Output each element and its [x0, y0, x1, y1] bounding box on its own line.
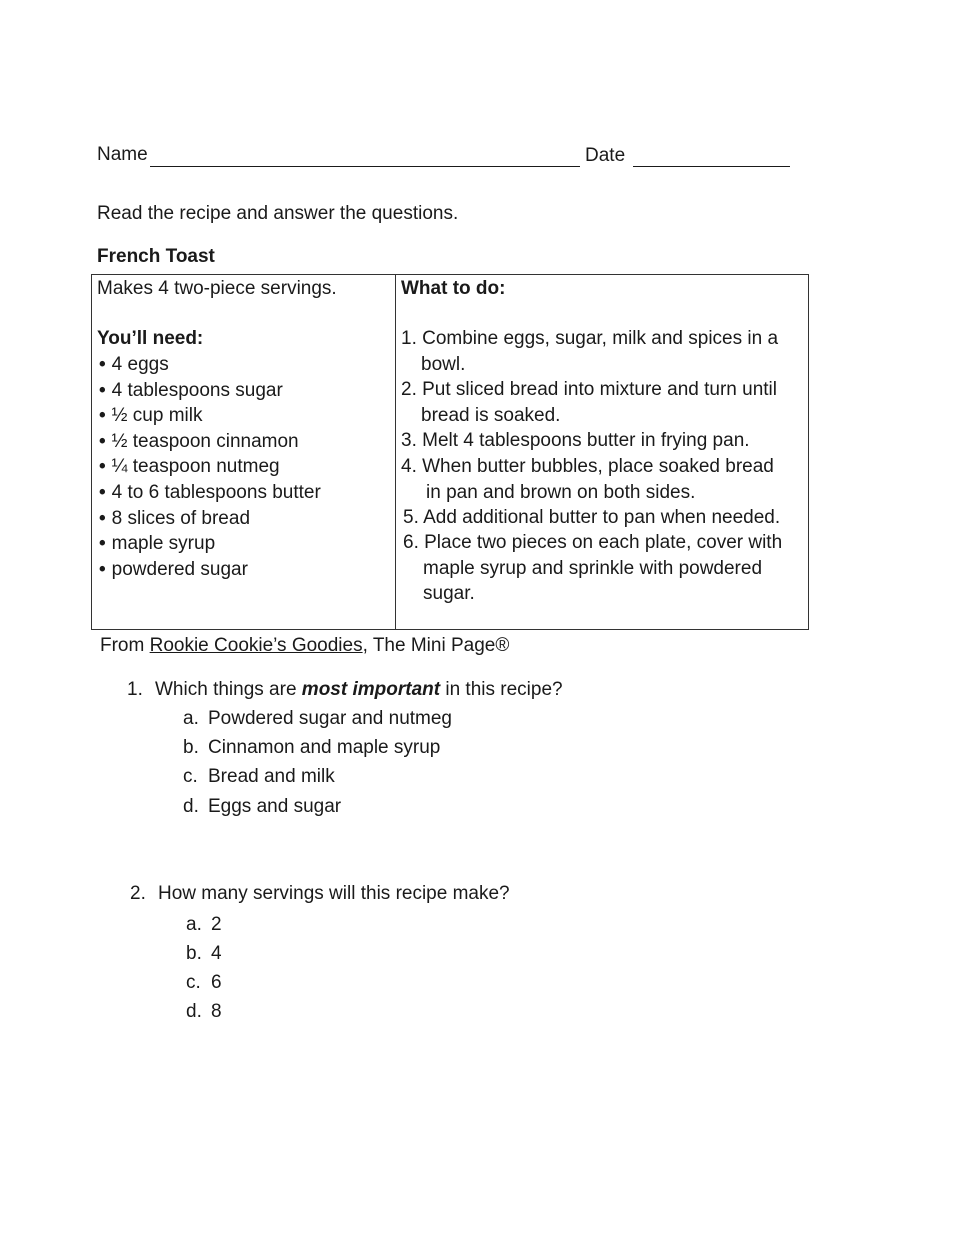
ingredient-item: • powdered sugar	[99, 557, 321, 583]
choice-text: 4	[211, 943, 222, 964]
choice-text: 2	[211, 914, 222, 935]
choice-text: Eggs and sugar	[208, 796, 342, 817]
step-6-line-1: 6. Place two pieces on each plate, cover with	[403, 532, 783, 553]
ingredient-item: • maple syrup	[99, 531, 321, 557]
choice-text: Cinnamon and maple syrup	[208, 737, 441, 758]
question-1-choice-c[interactable]	[183, 766, 335, 788]
name-field[interactable]	[150, 166, 580, 167]
recipe-title: French Toast	[97, 246, 215, 267]
step-6-line-2: maple syrup and sprinkle with powdered	[423, 557, 763, 579]
choice-letter: d.	[183, 796, 199, 817]
ingredient-item: • ½ cup milk	[99, 403, 321, 429]
question-1-text-after: in this recipe?	[440, 679, 563, 700]
ingredient-item: • 4 tablespoons sugar	[99, 378, 321, 404]
step-1-line-2: bowl.	[421, 353, 466, 375]
choice-letter: d.	[186, 1001, 202, 1022]
choice-letter: c.	[183, 766, 198, 787]
question-1-choice-b[interactable]	[183, 737, 440, 759]
ingredients-list	[99, 352, 321, 582]
question-1	[127, 679, 563, 701]
question-1-emphasis: most important	[301, 679, 441, 700]
question-2-choice-a[interactable]	[186, 914, 222, 936]
ingredient-item: • 4 eggs	[99, 352, 321, 378]
question-1-choice-d[interactable]	[183, 796, 341, 818]
choice-letter: a.	[183, 708, 199, 729]
choice-text: 8	[211, 1001, 222, 1022]
step-5	[403, 505, 780, 531]
ingredient-item: • 8 slices of bread	[99, 506, 321, 532]
step-2	[401, 377, 777, 428]
date-label: Date	[585, 145, 626, 166]
step-6-line-3: sugar.	[423, 583, 475, 605]
instructions: Read the recipe and answer the questions.	[97, 203, 459, 224]
choice-letter: c.	[186, 972, 201, 993]
question-1-number: 1.	[127, 679, 143, 700]
step-2-line-1: 2. Put sliced bread into mixture and turn until	[401, 379, 777, 400]
question-2	[130, 883, 510, 905]
question-2-text: How many servings will this recipe make?	[158, 883, 510, 904]
step-4	[401, 454, 774, 505]
step-6	[403, 530, 782, 607]
question-1-choice-a[interactable]	[183, 708, 452, 730]
choice-text: 6	[211, 972, 222, 993]
ingredient-item: • ½ teaspoon cinnamon	[99, 429, 321, 455]
ingredient-item: • ¼ teaspoon nutmeg	[99, 454, 321, 480]
question-2-choice-b[interactable]	[186, 943, 222, 965]
question-2-choice-d[interactable]	[186, 1001, 222, 1023]
question-1-text-before: Which things are	[155, 679, 302, 700]
step-1-line-1: 1. Combine eggs, sugar, milk and spices in a	[401, 328, 779, 349]
ingredient-item: • 4 to 6 tablespoons butter	[99, 480, 321, 506]
source-suffix: , The Mini Page®	[362, 635, 510, 656]
question-2-number: 2.	[130, 883, 146, 904]
choice-text: Bread and milk	[208, 766, 335, 787]
name-label: Name	[97, 144, 148, 165]
question-2-choice-c[interactable]	[186, 972, 222, 994]
step-5-line-1: 5. Add additional butter to pan when needed.	[403, 507, 781, 528]
step-3-line-1: 3. Melt 4 tablespoons butter in frying pan.	[401, 430, 750, 451]
source-prefix: From	[100, 635, 150, 656]
steps-heading: What to do:	[401, 278, 506, 299]
choice-letter: b.	[186, 943, 202, 964]
step-4-line-2: in pan and brown on both sides.	[426, 481, 696, 503]
step-3	[401, 428, 750, 454]
choice-letter: b.	[183, 737, 199, 758]
choice-text: Powdered sugar and nutmeg	[208, 708, 452, 729]
date-field[interactable]	[633, 166, 790, 167]
ingredients-heading: You’ll need:	[97, 328, 204, 349]
step-2-line-2: bread is soaked.	[421, 404, 561, 426]
recipe-divider	[395, 274, 396, 630]
recipe-yield: Makes 4 two-piece servings.	[97, 278, 337, 299]
recipe-source	[100, 635, 509, 657]
step-4-line-1: 4. When butter bubbles, place soaked bread	[401, 456, 774, 477]
step-1	[401, 326, 778, 377]
choice-letter: a.	[186, 914, 202, 935]
source-title: Rookie Cookie’s Goodies	[149, 635, 363, 656]
